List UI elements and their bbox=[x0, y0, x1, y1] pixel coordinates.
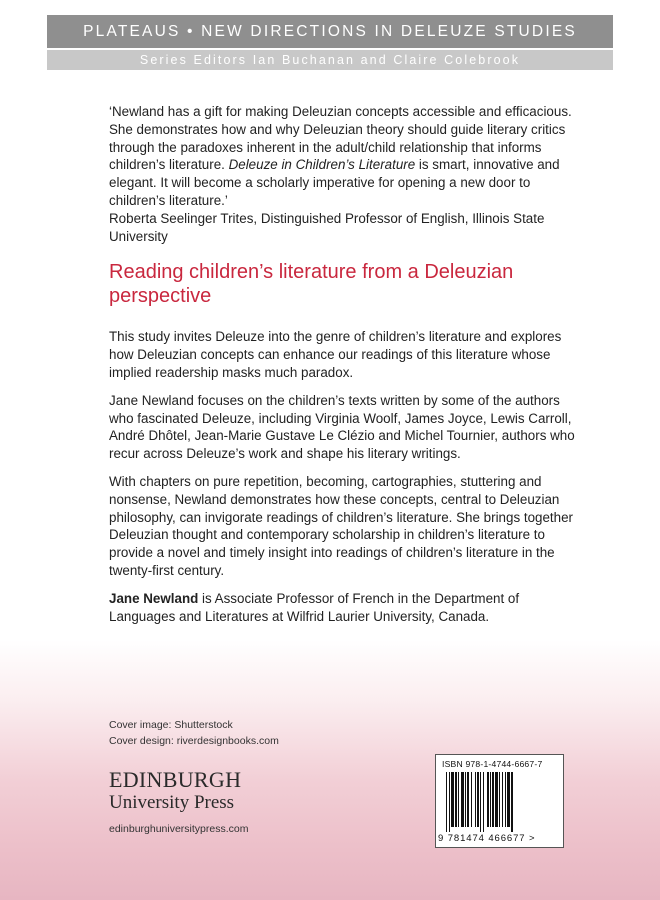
author-name: Jane Newland bbox=[109, 590, 199, 606]
cover-credits bbox=[109, 718, 279, 749]
series-editors: Series Editors Ian Buchanan and Claire Colebrook bbox=[139, 53, 521, 67]
cover-image-credit: Cover image: Shutterstock bbox=[109, 719, 233, 731]
publisher-logo-line-1: EDINBURGH bbox=[109, 767, 242, 792]
blurb-paragraph-2: Jane Newland focuses on the children’s texts written by some of the authors who fascinated Deleuze, including Virginia Woolf, James Joyce, Lewis Carroll, André Dhôtel, Jean-Marie Gustave Le Clézio and Michel Tournier, authors who recur across Deleuze’s work and shape his literary writings. bbox=[109, 392, 575, 462]
review-quote-text-1: ‘Newland has a gift for making Deleuzian concepts accessible and efficacious. She demonstrates how and why Deleuzian theory should guide literary critics through the paradoxes inherent in the adult/child relationship that informs children’s literature. bbox=[109, 104, 572, 173]
back-cover-content bbox=[109, 103, 579, 635]
isbn-number: ISBN 978-1-4744-6667-7 bbox=[442, 759, 543, 769]
publisher-website: edinburghuniversitypress.com bbox=[109, 823, 249, 835]
barcode-digits: 9 781474 466677 > bbox=[438, 833, 536, 844]
series-title-bar bbox=[47, 15, 613, 48]
review-quote-book-title: Deleuze in Children’s Literature bbox=[228, 157, 416, 173]
series-title: PLATEAUS • NEW DIRECTIONS IN DELEUZE STUDIES bbox=[83, 23, 577, 40]
barcode-bars bbox=[446, 772, 553, 832]
isbn-barcode bbox=[435, 754, 564, 848]
author-bio-text: is Associate Professor of French in the Department of Languages and Literatures at Wilfrid Laurier University, Canada. bbox=[109, 590, 520, 624]
blurb-heading: Reading children’s literature from a Deleuzian perspective bbox=[109, 261, 514, 308]
series-editors-bar bbox=[47, 50, 613, 70]
review-attribution: Roberta Seelinger Trites, Distinguished Professor of English, Illinois State University bbox=[109, 210, 545, 244]
publisher-logo-line-2: University Press bbox=[109, 792, 235, 813]
cover-design-credit: Cover design: riverdesignbooks.com bbox=[109, 734, 279, 747]
author-bio bbox=[109, 590, 579, 626]
blurb-paragraph-1: This study invites Deleuze into the genre of children’s literature and explores how Deleuzian concepts can enhance our readings of this literature whose implied readership masks much paradox. bbox=[109, 329, 562, 380]
review-quote bbox=[109, 103, 579, 210]
review-quote-text-2: is smart, innovative and elegant. It will become a scholarly imperative for opening a new door to children’s literature.’ bbox=[109, 157, 560, 208]
publisher-logo bbox=[109, 768, 241, 814]
blurb-paragraph-3: With chapters on pure repetition, becoming, cartographies, stuttering and nonsense, Newland demonstrates how these concepts, central to Deleuzian philosophy, can invigorate readings of children’s literature. She brings together Deleuzian thought and contemporary scholarship in children’s literature to provide a novel and timely insight into readings of children’s literature in the twenty-first century. bbox=[109, 473, 573, 578]
